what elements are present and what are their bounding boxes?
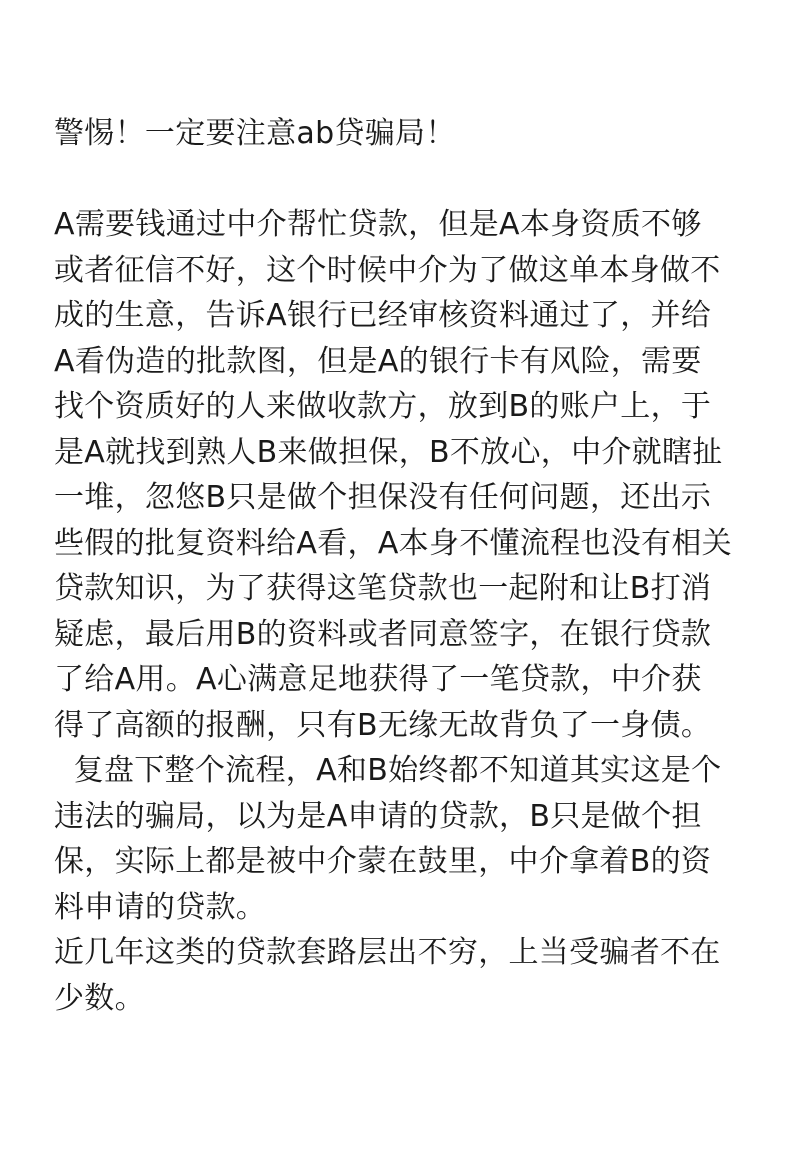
article-body [54, 111, 754, 1021]
text-line: 复盘下整个流程，A和B始终都不知道其实这是个 [54, 753, 722, 788]
text-line: 成的生意，告诉A银行已经审核资料通过了，并给 [54, 298, 712, 333]
text-line: 得了高额的报酬，只有B无缘无故背负了一身债。 [54, 707, 712, 743]
text-line: 了给A用。A心满意足地获得了一笔贷款，中介获 [54, 662, 702, 697]
text-line: 些假的批复资料给A看，A本身不懂流程也没有相关 [54, 525, 732, 561]
text-line: 少数。 [54, 980, 145, 1016]
text-line: 是A就找到熟人B来做担保，B不放心，中介就瞎扯 [54, 434, 723, 470]
text-line: 贷款知识，为了获得这笔贷款也一起附和让B打消 [54, 571, 712, 606]
text-line: 保，实际上都是被中介蒙在鼓里，中介拿着B的资 [54, 844, 712, 879]
text-line: 或者征信不好，这个时候中介为了做这单本身做不 [54, 252, 721, 288]
paragraph-2 [54, 748, 754, 930]
blank-line [54, 157, 754, 203]
text-line: 一堆，忽悠B只是做个担保没有任何问题，还出示 [54, 480, 712, 515]
text-line: A需要钱通过中介帮忙贷款，但是A本身资质不够 [54, 207, 702, 242]
text-line: 近几年这类的贷款套路层出不穷，上当受骗者不在 [54, 935, 721, 970]
text-line: 违法的骗局，以为是A申请的贷款，B只是做个担 [54, 798, 702, 834]
article-title: 警惕！一定要注意ab贷骗局！ [54, 116, 456, 151]
text-line: 料申请的贷款。 [54, 889, 267, 925]
text-line: A看伪造的批款图，但是A的银行卡有风险，需要 [54, 343, 702, 379]
text-line: 疑虑，最后用B的资料或者同意签字，在银行贷款 [54, 616, 712, 652]
paragraph-3 [54, 930, 754, 1021]
text-line: 找个资质好的人来做收款方，放到B的账户上，于 [54, 389, 712, 424]
paragraph-1 [54, 202, 754, 748]
